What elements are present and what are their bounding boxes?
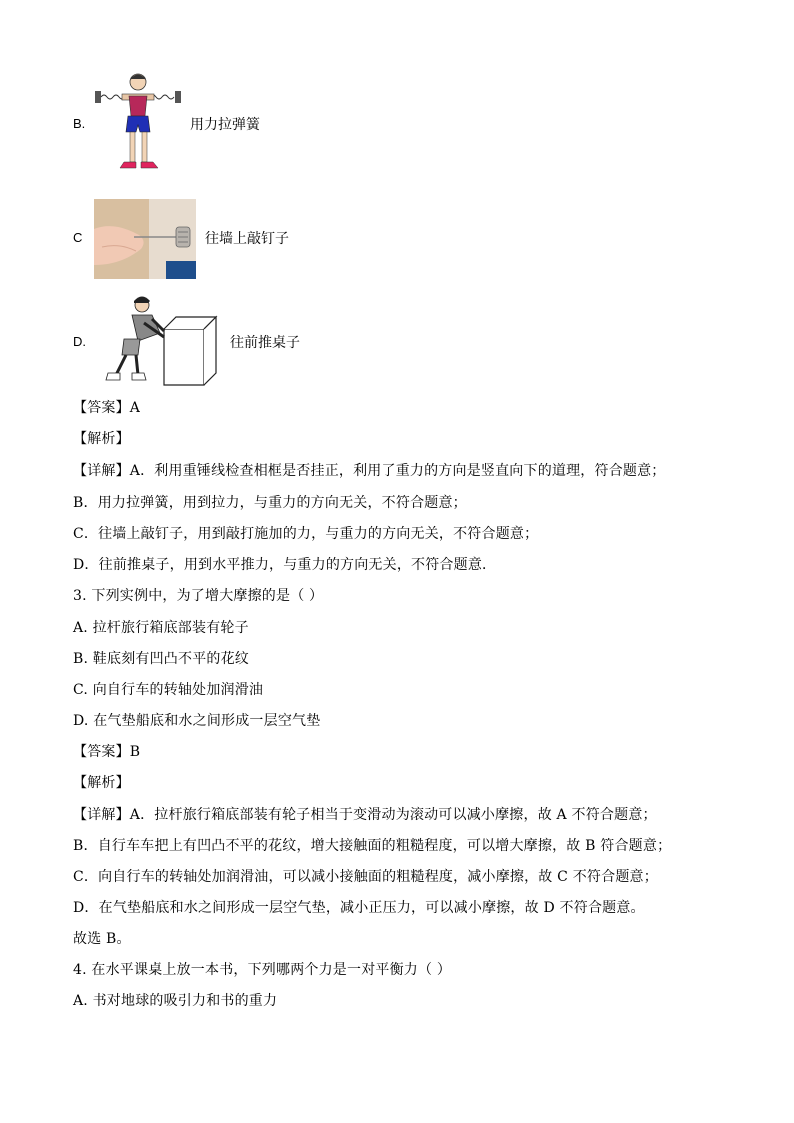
q3-conclusion: 故选 B。 <box>73 931 131 947</box>
q4-option-a: A. 书对地球的吸引力和书的重力 <box>73 993 278 1009</box>
option-c-letter: C <box>73 230 83 245</box>
q4-stem: 4. 在水平课桌上放一本书，下列哪两个力是一对平衡力（ ） <box>73 962 452 978</box>
q3-detail-a: 【详解】A．拉杆旅行箱底部装有轮子相当于变滑动为滚动可以减小摩擦，故 A 不符合题意； <box>73 807 657 823</box>
spring-exerciser-figure <box>92 70 184 176</box>
q3-detail-c: C．向自行车的转轴处加润滑油，可以减小接触面的粗糙程度，减小摩擦，故 C 不符合题意； <box>73 869 658 885</box>
hammer-nail-photo <box>94 199 196 279</box>
person-pushing-box <box>94 293 222 387</box>
q3-answer: 【答案】B <box>73 744 141 760</box>
q3-analysis-title: 【解析】 <box>73 775 130 791</box>
option-c-caption: 往墙上敲钉子 <box>205 231 289 247</box>
q2-detail-d: D．往前推桌子，用到水平推力，与重力的方向无关，不符合题意． <box>73 557 497 573</box>
option-d-caption: 往前推桌子 <box>230 335 300 351</box>
q2-analysis-title: 【解析】 <box>73 431 130 447</box>
q2-answer: 【答案】A <box>73 400 141 416</box>
q2-detail-a: 【详解】A．利用重锤线检查相框是否挂正，利用了重力的方向是竖直向下的道理，符合题意； <box>73 463 666 479</box>
q3-option-c: C. 向自行车的转轴处加润滑油 <box>73 682 264 698</box>
q3-option-b: B. 鞋底刻有凹凸不平的花纹 <box>73 651 249 667</box>
q3-stem: 3. 下列实例中，为了增大摩擦的是（ ） <box>73 588 324 604</box>
q3-option-d: D. 在气垫船底和水之间形成一层空气垫 <box>73 713 321 729</box>
q2-detail-b: B．用力拉弹簧，用到拉力，与重力的方向无关，不符合题意； <box>73 495 467 511</box>
option-b-letter: B. <box>73 116 86 131</box>
option-d-letter: D. <box>73 334 86 349</box>
q3-detail-d: D．在气垫船底和水之间形成一层空气垫，减小正压力，可以减小摩擦，故 D 不符合题意。 <box>73 900 645 916</box>
option-b-caption: 用力拉弹簧 <box>190 117 260 133</box>
q3-option-a: A. 拉杆旅行箱底部装有轮子 <box>73 620 249 636</box>
q3-detail-b: B．自行车车把上有凹凸不平的花纹，增大接触面的粗糙程度，可以增大摩擦，故 B 符合题意； <box>73 838 672 854</box>
q2-detail-c: C．往墙上敲钉子，用到敲打施加的力，与重力的方向无关，不符合题意； <box>73 526 539 542</box>
